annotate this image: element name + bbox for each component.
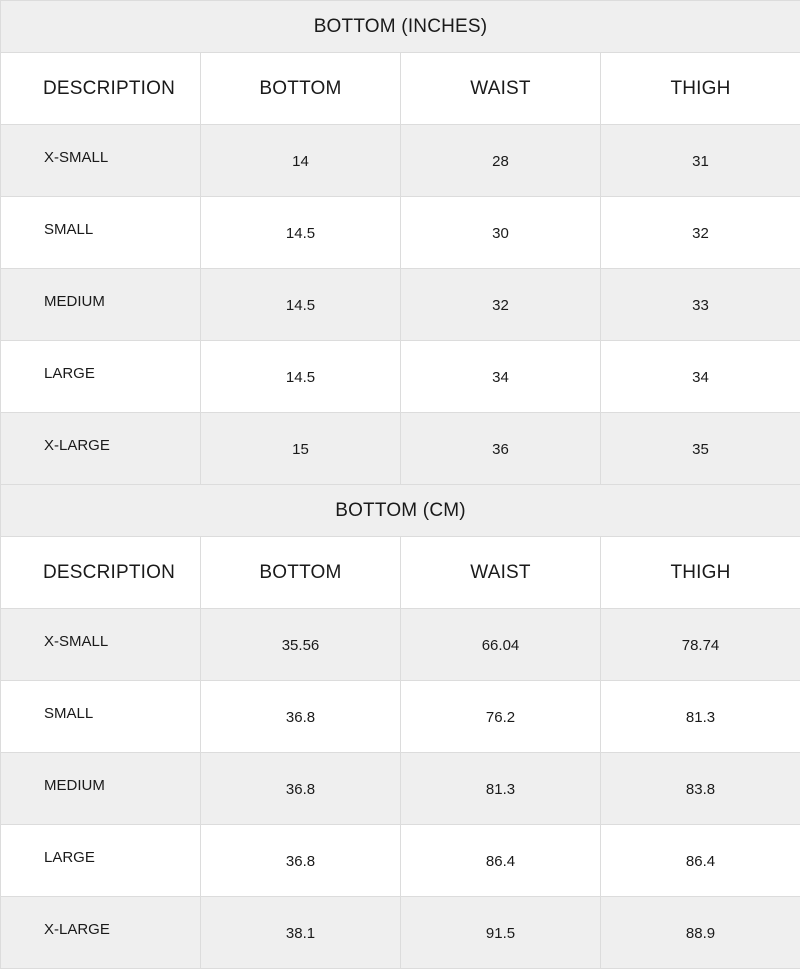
table-row <box>1 681 800 753</box>
size-label: X-LARGE <box>1 897 201 969</box>
section-title-row <box>1 1 800 53</box>
thigh-value: 78.74 <box>601 609 800 681</box>
waist-value: 30 <box>401 197 601 269</box>
bottom-value: 36.8 <box>201 753 401 825</box>
bottom-value: 14.5 <box>201 197 401 269</box>
bottom-value: 14.5 <box>201 341 401 413</box>
waist-value: 91.5 <box>401 897 601 969</box>
size-label: LARGE <box>1 341 201 413</box>
section-title-cm: BOTTOM (CM) <box>1 485 800 537</box>
waist-value: 81.3 <box>401 753 601 825</box>
header-row <box>1 53 800 125</box>
waist-value: 86.4 <box>401 825 601 897</box>
table-row <box>1 897 800 969</box>
table-row <box>1 341 800 413</box>
header-bottom: BOTTOM <box>201 537 401 609</box>
size-label: MEDIUM <box>1 269 201 341</box>
table-row <box>1 125 800 197</box>
waist-value: 66.04 <box>401 609 601 681</box>
header-row <box>1 537 800 609</box>
header-bottom: BOTTOM <box>201 53 401 125</box>
header-waist: WAIST <box>401 53 601 125</box>
thigh-value: 31 <box>601 125 800 197</box>
thigh-value: 35 <box>601 413 800 485</box>
section-title-row <box>1 485 800 537</box>
waist-value: 76.2 <box>401 681 601 753</box>
waist-value: 34 <box>401 341 601 413</box>
size-label: SMALL <box>1 681 201 753</box>
thigh-value: 33 <box>601 269 800 341</box>
waist-value: 28 <box>401 125 601 197</box>
table-row <box>1 269 800 341</box>
bottom-value: 38.1 <box>201 897 401 969</box>
waist-value: 32 <box>401 269 601 341</box>
bottom-value: 36.8 <box>201 681 401 753</box>
size-label: LARGE <box>1 825 201 897</box>
size-label: X-SMALL <box>1 125 201 197</box>
size-label: X-LARGE <box>1 413 201 485</box>
header-waist: WAIST <box>401 537 601 609</box>
waist-value: 36 <box>401 413 601 485</box>
thigh-value: 81.3 <box>601 681 800 753</box>
size-label: X-SMALL <box>1 609 201 681</box>
table-row <box>1 197 800 269</box>
table-row <box>1 609 800 681</box>
bottom-value: 35.56 <box>201 609 401 681</box>
size-label: SMALL <box>1 197 201 269</box>
bottom-value: 14.5 <box>201 269 401 341</box>
size-label: MEDIUM <box>1 753 201 825</box>
table-row <box>1 825 800 897</box>
header-thigh: THIGH <box>601 53 800 125</box>
thigh-value: 86.4 <box>601 825 800 897</box>
thigh-value: 34 <box>601 341 800 413</box>
thigh-value: 32 <box>601 197 800 269</box>
thigh-value: 83.8 <box>601 753 800 825</box>
section-title-inches: BOTTOM (INCHES) <box>1 1 800 53</box>
header-thigh: THIGH <box>601 537 800 609</box>
bottom-value: 14 <box>201 125 401 197</box>
header-description: DESCRIPTION <box>1 53 201 125</box>
header-description: DESCRIPTION <box>1 537 201 609</box>
bottom-value: 36.8 <box>201 825 401 897</box>
bottom-value: 15 <box>201 413 401 485</box>
table-row <box>1 753 800 825</box>
thigh-value: 88.9 <box>601 897 800 969</box>
table-row <box>1 413 800 485</box>
